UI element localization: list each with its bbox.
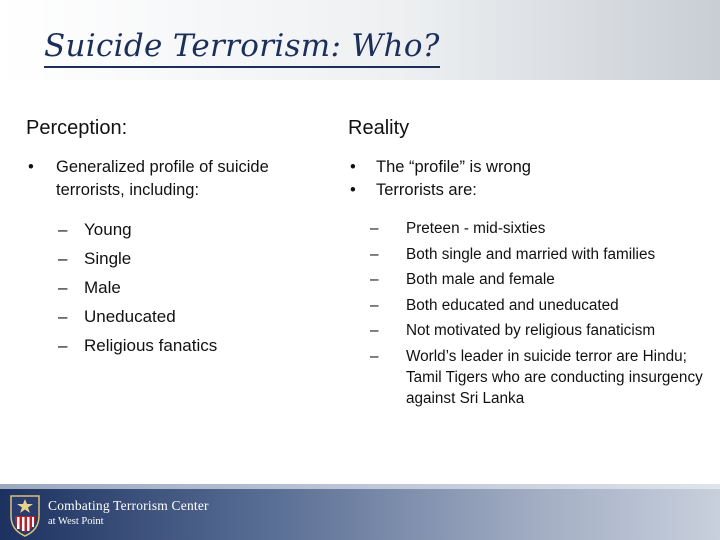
dash-marker: – — [58, 336, 68, 355]
perception-subitem-list — [58, 215, 326, 360]
perception-bullet-list — [26, 156, 326, 202]
subitem — [58, 244, 326, 273]
subitem-text: Single — [84, 249, 132, 268]
dash-marker: – — [370, 347, 379, 365]
footer-accent-strip — [0, 484, 720, 489]
subitem-text: World’s leader in suicide terror are Hindu; Tamil Tigers who are conducting insurgency against Sri Lanka — [406, 347, 703, 407]
subitem — [370, 320, 708, 341]
perception-column — [26, 116, 326, 360]
dash-marker: – — [58, 220, 68, 239]
subitem-text: Male — [84, 278, 121, 297]
subitem — [58, 273, 326, 302]
dash-marker: – — [370, 296, 379, 314]
dash-marker: – — [370, 322, 379, 339]
subitem — [58, 302, 326, 331]
west-point-crest-icon — [7, 490, 43, 538]
bullet-item — [26, 156, 326, 202]
bullet-marker: • — [350, 181, 356, 199]
subitem-text: Both single and married with families — [406, 245, 656, 263]
bullet-text: Generalized profile of suicide terrorists, including: — [56, 158, 269, 199]
dash-marker: – — [58, 307, 68, 326]
subitem — [58, 331, 326, 360]
subitem — [370, 269, 708, 290]
reality-bullet-list — [348, 156, 708, 202]
subitem — [58, 215, 326, 244]
dash-marker: – — [58, 249, 68, 268]
org-subtitle: at West Point — [48, 516, 104, 527]
dash-marker: – — [370, 271, 379, 288]
bullet-item — [348, 179, 708, 202]
bullet-item — [348, 156, 708, 179]
footer-band — [0, 484, 720, 540]
subitem-text: Religious fanatics — [84, 336, 218, 355]
subitem-text: Not motivated by religious fanaticism — [406, 322, 656, 339]
bullet-marker: • — [28, 158, 34, 176]
dash-marker: – — [370, 245, 379, 263]
subitem-text: Both educated and uneducated — [406, 296, 619, 314]
org-name: Combating Terrorism Center — [48, 498, 209, 513]
subitem-text: Young — [84, 220, 132, 239]
subitem — [370, 346, 708, 409]
bullet-marker: • — [350, 158, 356, 176]
dash-marker: – — [370, 220, 379, 237]
subitem — [370, 295, 708, 316]
subitem-text: Uneducated — [84, 307, 176, 326]
dash-marker: – — [58, 278, 68, 297]
slide-title: Suicide Terrorism: Who? — [44, 28, 440, 68]
subitem-text: Both male and female — [406, 271, 555, 288]
bullet-text: The “profile” is wrong — [376, 158, 531, 176]
reality-column — [348, 116, 708, 413]
subitem — [370, 218, 708, 239]
bullet-text: Terrorists are: — [376, 181, 477, 199]
perception-heading: Perception: — [26, 117, 128, 139]
reality-heading: Reality — [348, 117, 410, 139]
subitem — [370, 244, 708, 265]
title-bar — [0, 0, 720, 80]
reality-subitem-list — [370, 218, 708, 409]
subitem-text: Preteen - mid-sixties — [406, 220, 546, 237]
